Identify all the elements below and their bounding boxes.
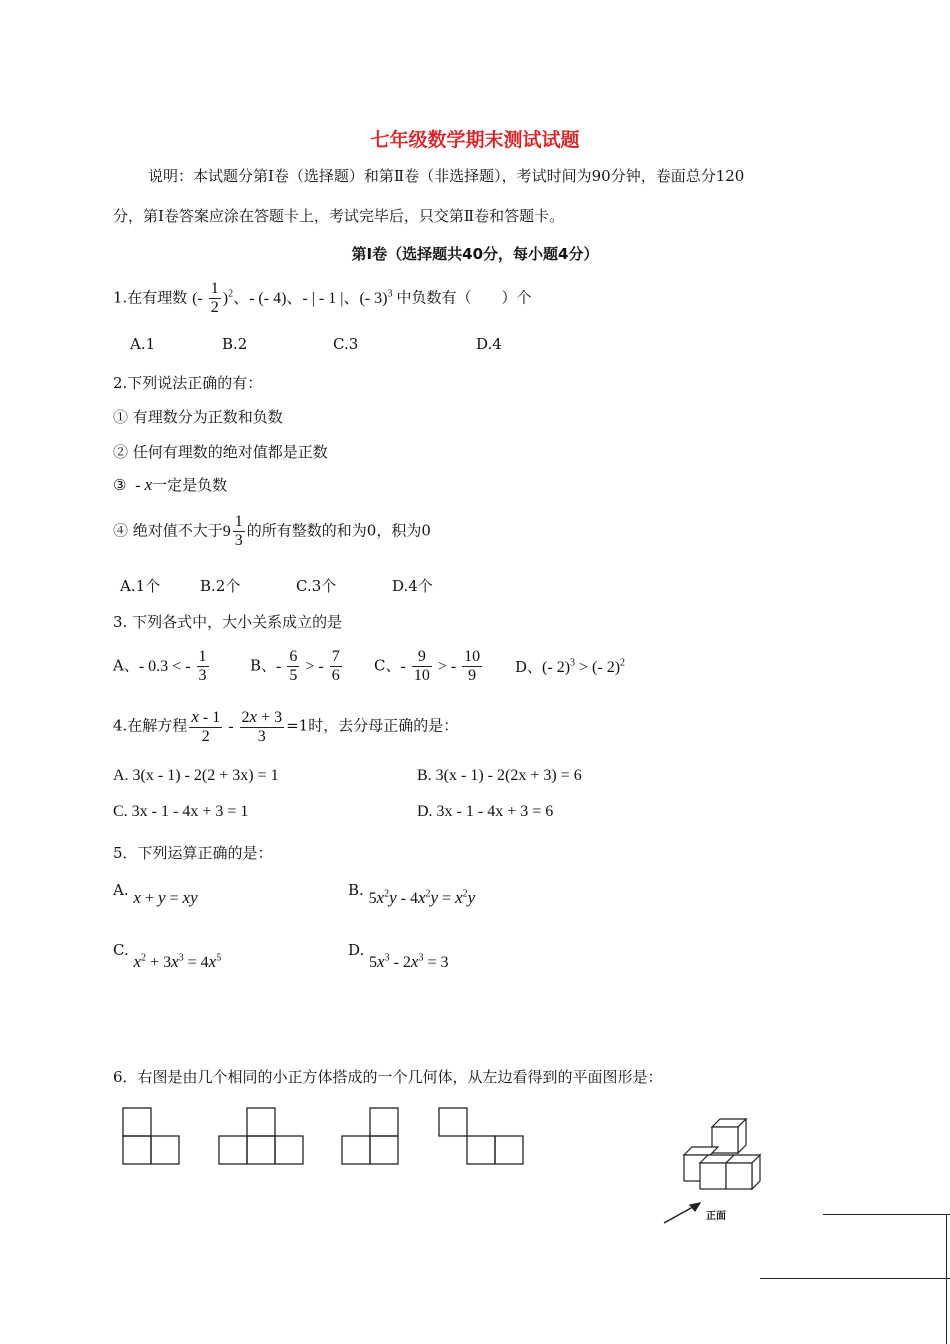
q2-stem: 2.下列说法正确的有：	[113, 374, 263, 392]
q2-option-c: C.3个	[296, 577, 337, 595]
divider-line-2	[760, 1278, 950, 1279]
q5-option-d: D. $5x^3 - 2x^3 = 3$	[348, 941, 449, 971]
q1-prefix: 1.在有理数	[113, 288, 188, 307]
q6-option-a-figure	[122, 1107, 180, 1169]
q1-option-b: B.2	[222, 335, 248, 353]
q3-option-b: B、- $\frac{6}{5}$ > - $\frac{7}{6}$	[250, 648, 340, 685]
q1-option-c: C.3	[333, 335, 359, 353]
divider-line-3	[946, 1214, 947, 1344]
intro-line-2: 分，第Ⅰ卷答案应涂在答题卡上，考试完毕后，只交第Ⅱ卷和答题卡。	[113, 207, 565, 225]
q2-option-d: D.4个	[392, 577, 433, 595]
q2-option-b: B.2个	[200, 577, 241, 595]
q2-item-1: ① 有理数分为正数和负数	[113, 408, 283, 426]
q2-item-4: ④ 绝对值不大于9 $\frac{1}{3}$ 的所有整数的和为0，积为0	[113, 513, 431, 550]
q6-option-c-figure	[341, 1107, 399, 1169]
divider-line-1	[823, 1214, 950, 1215]
section-heading: 第Ⅰ卷（选择题共40分，每小题4分）	[351, 245, 599, 263]
intro-line-1: 说明：本试题分第Ⅰ卷（选择题）和第Ⅱ卷（非选择题），考试时间为90分钟，卷面总分120	[148, 167, 745, 185]
q1-expression: (- $\frac{1}{2}$ )$^2$、- (- 4)、- | - 1 |、(- 3)$^3$	[192, 280, 393, 317]
q4-option-d: D. 3x - 1 - 4x + 3 = 6	[417, 803, 554, 820]
q1-option-d: D.4	[476, 335, 502, 353]
q2-option-a: A.1个	[120, 577, 161, 595]
q5-option-c: C. $x^2 + 3x^3 = 4x^5$	[113, 941, 222, 971]
q6-front-label: 正面	[706, 1211, 726, 1222]
q2-item-2: ② 任何有理数的绝对值都是正数	[113, 443, 328, 461]
q4-option-a: A. 3(x - 1) - 2(2 + 3x) = 1	[113, 767, 279, 784]
q1-suffix: 中负数有（ ）个	[396, 288, 532, 307]
q6-option-d-figure	[438, 1107, 524, 1169]
q1-option-a: A.1	[130, 335, 156, 353]
q4-stem: 4.在解方程 $\frac{x - 1}{2}$ - $\frac{2x + 3}{3}$ =1时，去分母正确的是：	[113, 707, 459, 746]
q3-option-d: D、(- 2)$^3$ > (- 2)$^2$	[515, 657, 626, 676]
q4-option-c: C. 3x - 1 - 4x + 3 = 1	[113, 803, 249, 820]
page-title: 七年级数学期末测试试题	[370, 129, 580, 151]
q3-option-a: A、- 0.3 < - $\frac{1}{3}$	[113, 648, 207, 685]
q2-item-3: ③ - x一定是负数	[113, 475, 228, 494]
q5-stem: 5．下列运算正确的是：	[113, 844, 273, 862]
q6-option-b-figure	[218, 1107, 304, 1169]
q5-option-b: B. $5x^2y - 4x^2y = x^2y$	[348, 881, 476, 907]
q3-option-c: C、- $\frac{9}{10}$ > - $\frac{10}{9}$	[374, 648, 481, 685]
q4-option-b: B. 3(x - 1) - 2(2x + 3) = 6	[417, 767, 582, 784]
question-1	[113, 280, 531, 318]
q5-option-a: A. x + y = xy	[113, 881, 198, 907]
q6-stem: 6．右图是由几个相同的小正方体搭成的一个几何体，从左边看得到的平面图形是：	[113, 1068, 663, 1086]
q3-stem: 3. 下列各式中，大小关系成立的是	[113, 613, 343, 631]
